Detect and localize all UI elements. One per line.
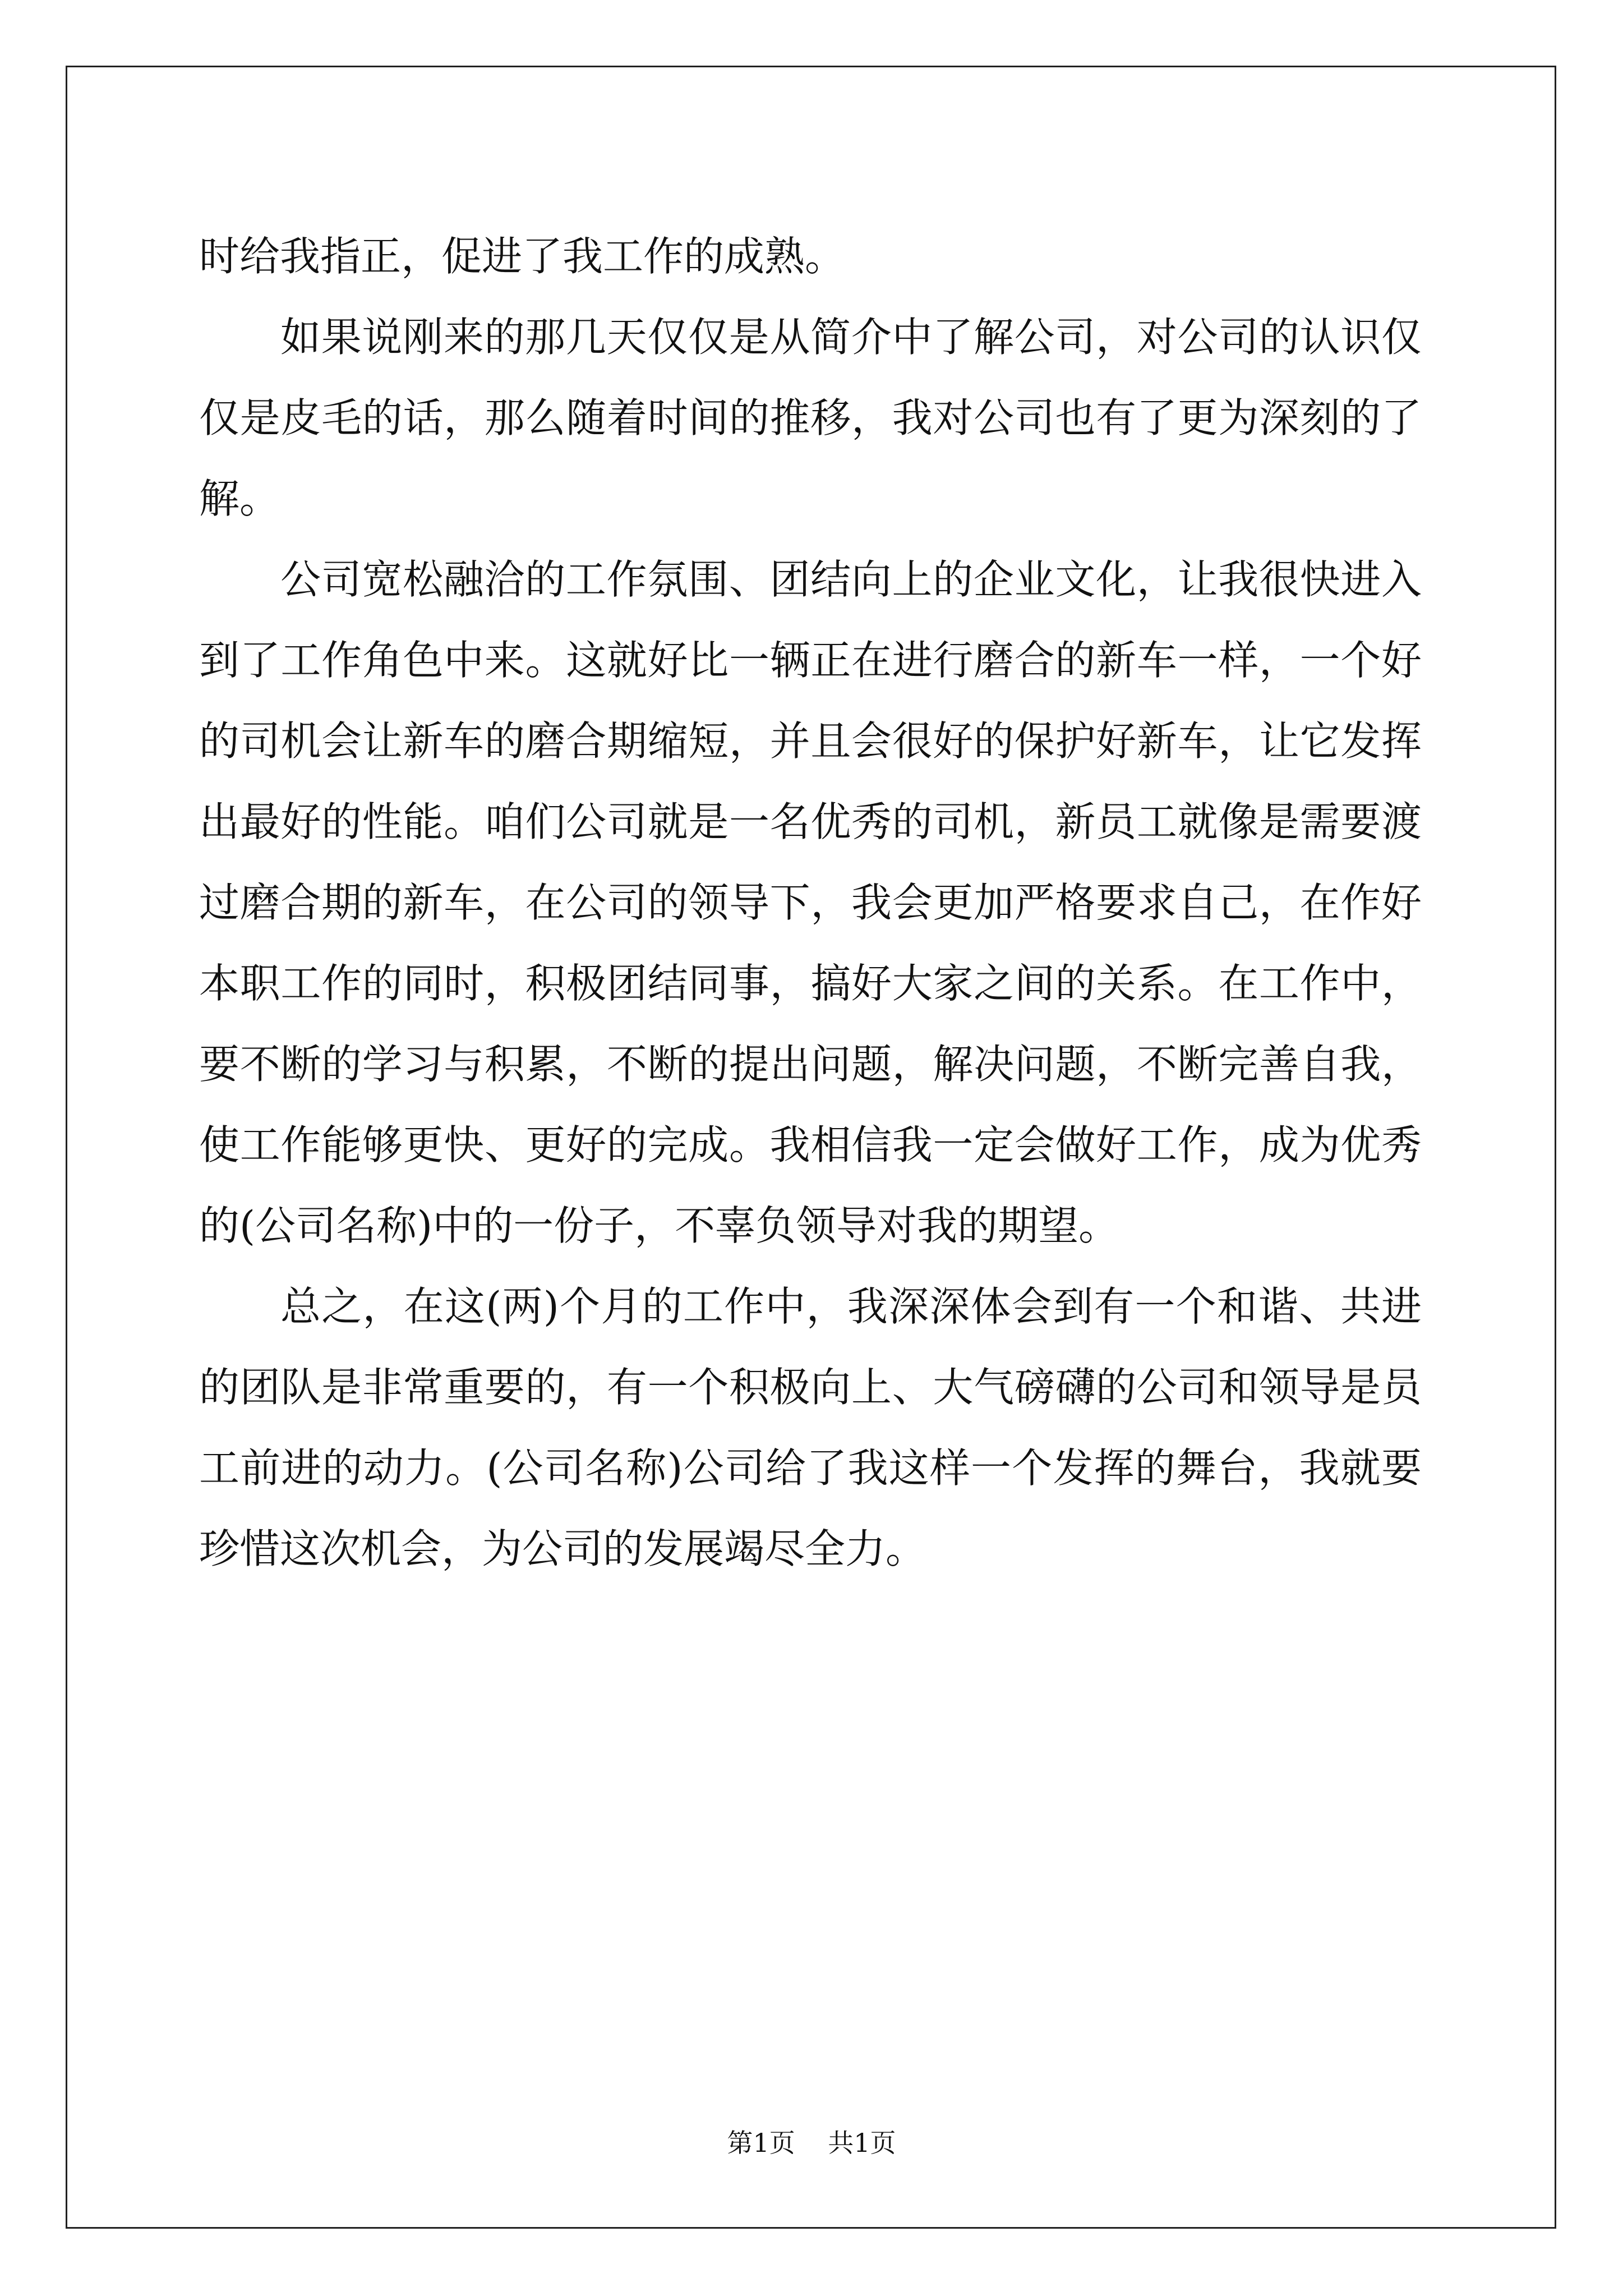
text-line: 的团队是非常重要的，有一个积极向上、大气磅礴的公司和领导是员 bbox=[199, 1364, 1422, 1411]
text-line: 出最好的性能。咱们公司就是一名优秀的司机，新员工就像是需要渡 bbox=[199, 798, 1422, 845]
text-line: 的司机会让新车的磨合期缩短，并且会很好的保护好新车，让它发挥 bbox=[199, 717, 1422, 765]
text-line: 解。 bbox=[199, 475, 280, 522]
text-line: 本职工作的同时，积极团结同事，搞好大家之间的关系。在工作中， bbox=[199, 960, 1422, 1007]
text-line: 工前进的动力。(公司名称)公司给了我这样一个发挥的舞台，我就要 bbox=[199, 1444, 1422, 1492]
text-line: 仅是皮毛的话，那么随着时间的推移，我对公司也有了更为深刻的了 bbox=[199, 394, 1422, 441]
text-line: 要不断的学习与积累，不断的提出问题，解决问题，不断完善自我， bbox=[199, 1041, 1422, 1088]
text-line: 到了工作角色中来。这就好比一辆正在进行磨合的新车一样，一个好 bbox=[199, 637, 1422, 684]
text-line: 珍惜这次机会，为公司的发展竭尽全力。 bbox=[199, 1525, 926, 1572]
text-line: 使工作能够更快、更好的完成。我相信我一定会做好工作，成为优秀 bbox=[199, 1121, 1422, 1168]
text-line: 的(公司名称)中的一份子，不辜负领导对我的期望。 bbox=[199, 1202, 1119, 1249]
text-line: 总之，在这(两)个月的工作中，我深深体会到有一个和谐、共进 bbox=[280, 1283, 1422, 1330]
page-total: 共1页 bbox=[828, 2128, 896, 2158]
text-line: 过磨合期的新车，在公司的领导下，我会更加严格要求自己，在作好 bbox=[199, 879, 1422, 926]
text-line: 如果说刚来的那几天仅仅是从简介中了解公司，对公司的认识仅 bbox=[280, 314, 1422, 361]
page-footer bbox=[0, 2126, 1623, 2160]
text-line: 时给我指正，促进了我工作的成熟。 bbox=[199, 233, 846, 280]
page-number: 第1页 bbox=[727, 2128, 795, 2158]
text-line: 公司宽松融洽的工作氛围、团结向上的企业文化，让我很快进入 bbox=[280, 556, 1422, 603]
